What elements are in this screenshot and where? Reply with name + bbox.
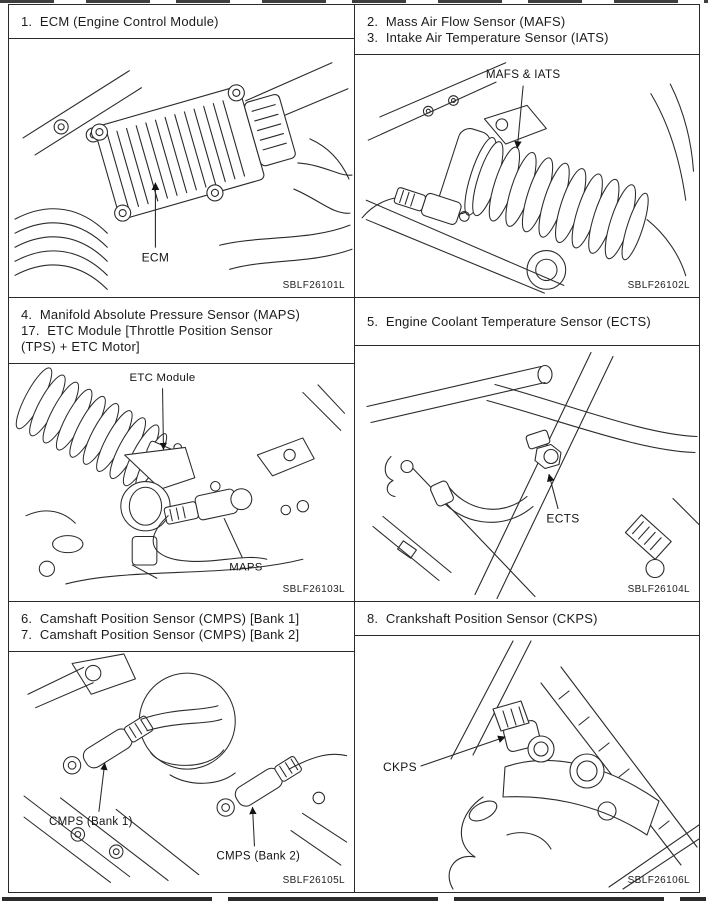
mafs-line-drawing (355, 55, 699, 297)
cell-mafs-iats-header (355, 5, 699, 55)
mafs-callout-label: MAFS & IATS (485, 68, 561, 82)
ecm-line-drawing (9, 39, 354, 297)
cell-maps-etc-header (9, 298, 354, 364)
component-item-label: 1. ECM (Engine Control Module) (21, 14, 219, 29)
component-location-table (8, 4, 700, 893)
ecm-callout-label: ECM (141, 250, 170, 265)
cmps-bank2-callout-label: CMPS (Bank 2) (216, 850, 301, 863)
component-item-label: 5. Engine Coolant Temperature Sensor (ECTS) (367, 314, 651, 329)
maps-callout-label: MAPS (229, 561, 263, 574)
cell-cmps-figure (9, 652, 354, 892)
ckps-callout-label: CKPS (383, 760, 417, 774)
ecm-harness-lines (294, 163, 352, 213)
component-item-label: 17. ETC Module [Throttle Position Sensor (21, 323, 273, 338)
ects-callout (546, 475, 579, 526)
component-item-label: 8. Crankshaft Position Sensor (CKPS) (367, 611, 598, 626)
cell-ects-figure (355, 346, 699, 601)
ects-sensor (525, 429, 561, 468)
cell-ecm (9, 5, 354, 297)
component-item-label: 3. Intake Air Temperature Sensor (IATS) (367, 30, 609, 45)
maps-etc-line-drawing (9, 364, 354, 601)
figure-code: SBLF26104L (627, 584, 690, 595)
ects-line-drawing (355, 346, 699, 601)
cmps-bank2-sensor (217, 754, 347, 816)
cmps-bank1-callout-label: CMPS (Bank 1) (49, 815, 133, 828)
component-item-label: (TPS) + ETC Motor] (21, 339, 140, 354)
ckps-callout (383, 737, 505, 774)
etc-module-callout-label: ETC Module (129, 372, 196, 385)
component-item-label: 7. Camshaft Position Sensor (CMPS) [Bank 2] (21, 627, 300, 642)
scan-artifact-top (0, 0, 708, 3)
figure-code: SBLF26103L (282, 584, 345, 595)
figure-code: SBLF26106L (627, 875, 690, 886)
intake-duct (436, 126, 656, 270)
cell-ecm-header (9, 5, 354, 39)
coolant-hose (429, 480, 533, 523)
cell-ecm-figure (9, 39, 354, 297)
cell-mafs-iats-figure (355, 55, 699, 297)
cell-ects (354, 297, 699, 601)
scan-artifact-bottom (2, 897, 706, 901)
cell-maps-etc-figure (9, 364, 354, 601)
ckps-line-drawing (355, 636, 699, 892)
maps-callout (224, 519, 263, 574)
cell-ckps (354, 601, 699, 892)
cmps-bank1-callout (49, 763, 133, 827)
figure-code: SBLF26102L (627, 280, 690, 291)
cell-cmps-header (9, 602, 354, 652)
cell-ckps-figure (355, 636, 699, 892)
component-item-label: 6. Camshaft Position Sensor (CMPS) [Bank 1] (21, 611, 300, 626)
ects-callout-label: ECTS (546, 511, 580, 526)
cell-cmps (9, 601, 354, 892)
cell-maps-etc (9, 297, 354, 601)
cmps-line-drawing (9, 652, 354, 892)
cell-ckps-header (355, 602, 699, 636)
component-item-label: 4. Manifold Absolute Pressure Sensor (MAPS) (21, 307, 301, 322)
ecm-module (90, 74, 302, 229)
background-engine-lines (367, 353, 699, 599)
figure-code: SBLF26105L (282, 875, 345, 886)
figure-code: SBLF26101L (282, 280, 345, 291)
cell-ects-header (355, 298, 699, 346)
component-item-label: 2. Mass Air Flow Sensor (MAFS) (367, 14, 566, 29)
maps-sensor (153, 475, 267, 562)
cell-mafs-iats (354, 5, 699, 297)
